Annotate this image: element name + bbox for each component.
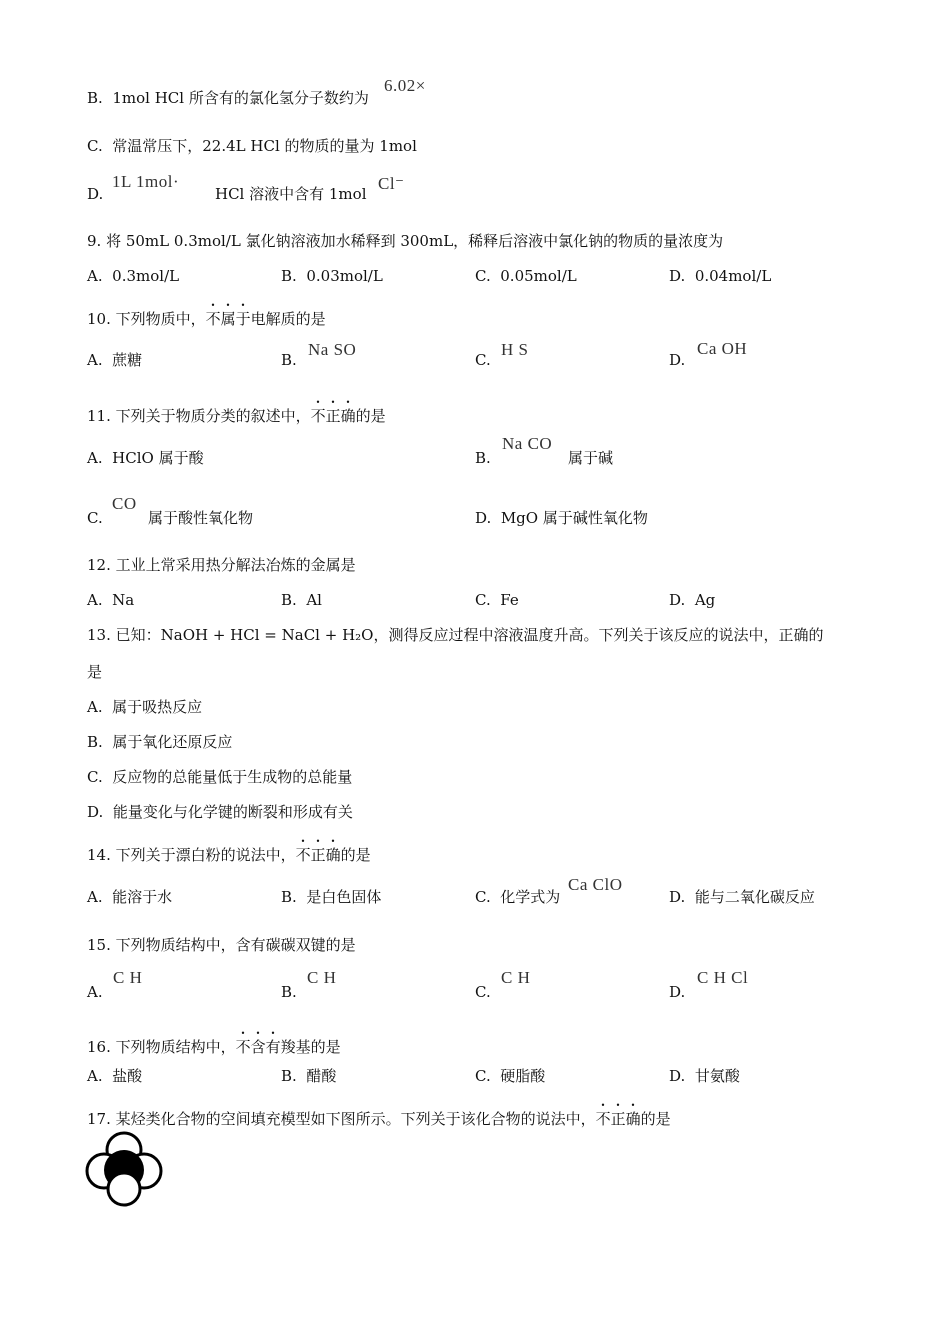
q12-option-d: D. Ag — [669, 591, 716, 609]
emphasis-text: 不含有 — [235, 1038, 281, 1056]
hydrogen-atom-bottom — [108, 1173, 140, 1205]
q14-option-a: A. 能溶于水 — [87, 888, 173, 906]
q8-b-formula: 6.02× — [384, 76, 426, 95]
q10-option-b-label: B. — [281, 351, 297, 369]
q11-option-c-formula: CO — [112, 494, 137, 513]
q16-option-d: D. 甘氨酸 — [669, 1067, 740, 1085]
q12-stem: 12. 工业上常采用热分解法冶炼的金属是 — [87, 556, 356, 574]
q10-option-d-formula: Ca OH — [697, 339, 748, 358]
q15-option-b-label: B. — [281, 983, 297, 1001]
q8-option-b — [87, 88, 369, 108]
q15-stem: 15. 下列物质结构中，含有碳碳双键的是 — [87, 936, 356, 954]
q16-option-a: A. 盐酸 — [87, 1067, 143, 1085]
q13-stem-line2: 是 — [87, 663, 103, 681]
q10-stem: 10. 下列物质中，不属于电解质的是 — [87, 310, 326, 328]
option-label: C. — [87, 137, 103, 155]
q9-option-a: A. 0.3mol/L — [87, 267, 180, 285]
q14-option-c-formula: Ca ClO — [568, 875, 623, 894]
space-filling-model-figure — [84, 1130, 164, 1210]
q14-option-b: B. 是白色固体 — [281, 888, 382, 906]
q15-option-c-label: C. — [475, 983, 491, 1001]
option-label: B. — [87, 89, 103, 107]
q14-option-d: D. 能与二氧化碳反应 — [669, 888, 815, 906]
q8-option-d-label: D. — [87, 185, 104, 203]
q13-option-a: A. 属于吸热反应 — [87, 698, 203, 716]
option-text: 常温常压下，22.4L HCl 的物质的量为 1mol — [112, 137, 417, 155]
q13-option-d: D. 能量变化与化学键的断裂和形成有关 — [87, 803, 353, 821]
q9-stem: 9. 将 50mL 0.3mol/L 氯化钠溶液加水稀释到 300mL，稀释后溶液中氯化钠的物质的量浓度为 — [87, 232, 724, 250]
q11-option-b-text: 属于碱 — [568, 449, 614, 467]
option-text: 1mol HCl 所含有的氯化氢分子数约为 — [112, 89, 369, 107]
q15-option-d-label: D. — [669, 983, 686, 1001]
q16-option-b: B. 醋酸 — [281, 1067, 337, 1085]
q14-option-c: C. 化学式为 — [475, 888, 561, 906]
q14-stem: 14. 下列关于漂白粉的说法中，不正确的是 — [87, 846, 371, 864]
q16-stem: 16. 下列物质结构中，不含有羧基的是 — [87, 1038, 341, 1056]
q13-option-c: C. 反应物的总能量低于生成物的总能量 — [87, 768, 353, 786]
q8-d-text: HCl 溶液中含有 1mol — [215, 185, 367, 203]
q9-option-d: D. 0.04mol/L — [669, 267, 772, 285]
q10-option-c-label: C. — [475, 351, 491, 369]
q15-option-a-formula: C H — [113, 968, 143, 987]
q8-option-c — [87, 136, 417, 156]
q15-option-d-formula: C H Cl — [697, 968, 749, 987]
q13-stem-line1: 13. 已知：NaOH + HCl = NaCl + H₂O，测得反应过程中溶液温度升高。下列关于该反应的说法中，正确的 — [87, 626, 824, 644]
q17-stem: 17. 某烃类化合物的空间填充模型如下图所示。下列关于该化合物的说法中，不正确的是 — [87, 1110, 671, 1128]
q16-option-c: C. 硬脂酸 — [475, 1067, 546, 1085]
q8-d-formula-concentration: 1L 1mol· — [112, 172, 180, 191]
q15-option-a-label: A. — [87, 983, 103, 1001]
q11-option-c-text: 属于酸性氧化物 — [148, 509, 254, 527]
emphasis-text: 不正确 — [295, 846, 341, 864]
q9-option-c: C. 0.05mol/L — [475, 267, 577, 285]
q10-option-a: A. 蔗糖 — [87, 351, 143, 369]
emphasis-text: 不正确 — [595, 1110, 641, 1128]
emphasis-text: 不正确 — [310, 407, 356, 425]
q11-stem: 11. 下列关于物质分类的叙述中，不正确的是 — [87, 407, 386, 425]
q11-option-c-label: C. — [87, 509, 103, 527]
q9-option-b: B. 0.03mol/L — [281, 267, 383, 285]
q11-option-d: D. MgO 属于碱性氧化物 — [475, 509, 648, 527]
q12-option-c: C. Fe — [475, 591, 519, 609]
q11-option-a: A. HClO 属于酸 — [87, 449, 204, 467]
q13-option-b: B. 属于氧化还原反应 — [87, 733, 233, 751]
q15-option-c-formula: C H — [501, 968, 531, 987]
q11-option-b-formula: Na CO — [502, 434, 553, 453]
emphasis-text: 不属于 — [205, 310, 251, 328]
q12-option-a: A. Na — [87, 591, 135, 609]
q11-option-b-label: B. — [475, 449, 491, 467]
q12-option-b: B. Al — [281, 591, 322, 609]
q15-option-b-formula: C H — [307, 968, 337, 987]
q10-option-d-label: D. — [669, 351, 686, 369]
q10-option-c-formula: H S — [501, 340, 529, 359]
q8-d-formula-ion: Cl⁻ — [378, 174, 405, 193]
q10-option-b-formula: Na SO — [308, 340, 357, 359]
